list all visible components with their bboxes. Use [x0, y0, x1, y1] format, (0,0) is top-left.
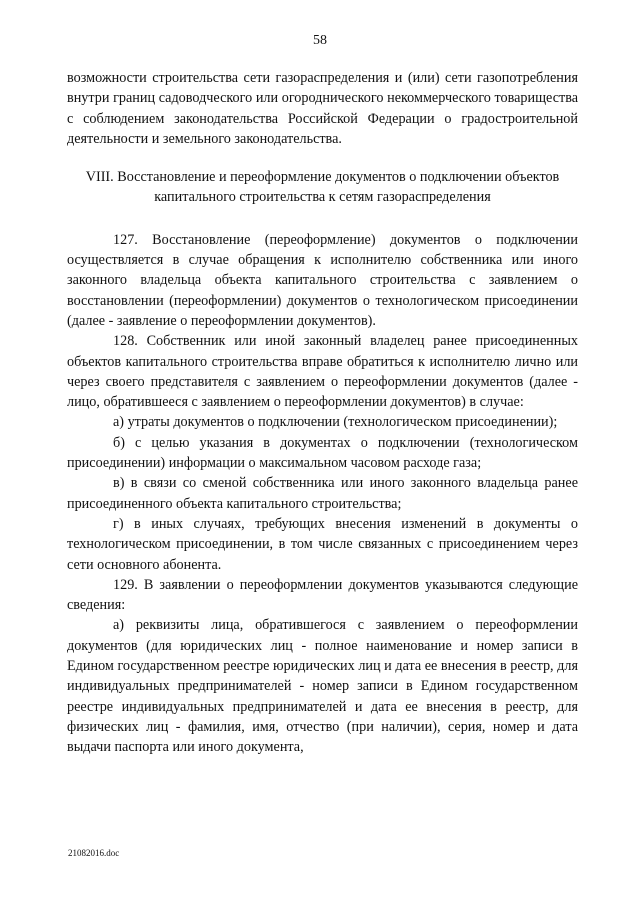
- list-item-a-129: а) реквизиты лица, обратившегося с заявлением о переоформлении документов (для юридических лиц - полное наименование и номер записи в Едином государственном реестре юридических лиц и дата ее внесения в реестр, для индивидуальных предпринимателей - номер записи в Едином государственном реестре индивидуальных предпринимателей и дата ее внесения в реестр, для физических лиц - фамилия, имя, отчество (при наличии), серия, номер и дата выдачи паспорта или иного документа,: [67, 617, 578, 756]
- list-item-b: б) с целью указания в документах о подключении (технологическом присоединении) информации о максимальном часовом расходе газа;: [67, 434, 578, 472]
- paragraph-128: 128. Собственник или иной законный владелец ранее присоединенных объектов капитального строительства вправе обратиться к исполнителю лично или через своего представителя с заявлением о переоформлении документов (далее - лицо, обратившееся с заявлением о переоформлении документов) в случае:: [67, 333, 578, 411]
- page-number: 58: [313, 33, 327, 48]
- list-item-a: а) утраты документов о подключении (технологическом присоединении);: [113, 414, 558, 431]
- paragraph-129: 129. В заявлении о переоформлении документов указываются следующие сведения:: [67, 576, 578, 614]
- list-item-v: в) в связи со сменой собственника или иного законного владельца ранее присоединенного объекта капитального строительства;: [67, 475, 578, 512]
- footer-file-code: 21082016.doc: [68, 848, 120, 858]
- paragraph-127: 127. Восстановление (переоформление) документов о подключении осуществляется в случае обращения к исполнителю собственника или иного законного владельца объекта капитального строительства с заявлением о восстановлении (переоформлении) документов о технологическом присоединении (далее - заявление о переоформлении документов).: [67, 231, 578, 329]
- paragraph-continuation: возможности строительства сети газораспределения и (или) сети газопотребления внутри границ садоводческого или огороднического некоммерческого товарищества с соблюдением законодательства Российской Федерации о градостроительной деятельности и земельного законодательства.: [67, 70, 578, 147]
- list-item-g: г) в иных случаях, требующих внесения изменений в документы о технологическом присоединении, в том числе связанных с присоединением через сети основного абонента.: [67, 515, 578, 573]
- section-heading: VIII. Восстановление и переоформление документов о подключении объектов капитального строительства к сетям газораспределения: [85, 169, 560, 206]
- document-body: [67, 68, 578, 758]
